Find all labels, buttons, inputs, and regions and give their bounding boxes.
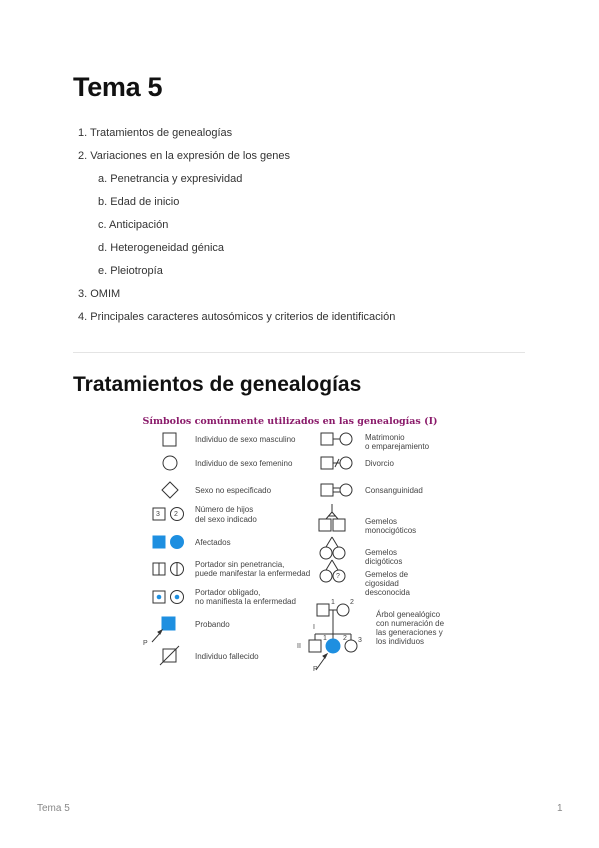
toc-number: 2. (78, 150, 88, 162)
toc-number: 3. (78, 288, 88, 300)
marriage-male-icon (321, 433, 333, 445)
label-marriage-1: Matrimonio (365, 433, 405, 442)
toc-item (78, 150, 290, 162)
male-count-number: 3 (156, 511, 160, 518)
label-tree-2: con numeración de (376, 619, 445, 628)
generation-1-label: I (313, 624, 315, 631)
toc-number: a. (98, 173, 108, 185)
label-deceased: Individuo fallecido (195, 652, 259, 661)
tree-son-icon (309, 640, 321, 652)
divider (73, 352, 525, 353)
female-count-number: 2 (174, 511, 178, 518)
label-unknown-twins-1: Gemelos de (365, 570, 409, 579)
toc-subitem (98, 173, 242, 185)
divorce-male-icon (321, 457, 333, 469)
toc-number: 1. (78, 127, 88, 139)
label-affected: Afectados (195, 538, 231, 547)
female-symbol-icon (163, 456, 177, 470)
toc-text: Pleiotropía (110, 265, 163, 277)
consanguinity-male-icon (321, 484, 333, 496)
tree-num-2b: 2 (343, 635, 347, 642)
section-title: Tratamientos de genealogías (73, 373, 362, 396)
toc-subitem (98, 219, 168, 231)
proband-icon (162, 617, 175, 630)
label-divorce: Divorcio (365, 459, 394, 468)
label-female: Individuo de sexo femenino (195, 459, 293, 468)
label-unknown-twins-2: cigosidad (365, 579, 399, 588)
toc-text: OMIM (90, 288, 121, 300)
label-unspecified: Sexo no especificado (195, 486, 272, 495)
label-num-children-2: del sexo indicado (195, 515, 257, 524)
toc-subitem (98, 265, 163, 277)
tree-proband-p-label: P (313, 666, 318, 673)
toc-text: Anticipación (109, 219, 169, 231)
toc-item (78, 311, 395, 323)
footer-title: Tema 5 (37, 803, 70, 814)
toc-number: c. (98, 219, 107, 231)
toc-item (78, 288, 120, 300)
unspecified-sex-icon (162, 482, 178, 498)
pedigree-symbols-figure (140, 412, 445, 680)
tree-num-1: 1 (331, 599, 335, 606)
toc-number: b. (98, 196, 108, 208)
label-obligate-2: no manifiesta la enfermedad (195, 597, 296, 606)
label-monozygotic-2: monocigóticos (365, 526, 417, 535)
toc-subitem (98, 196, 179, 208)
unknown-twins-icon (326, 560, 332, 570)
label-tree-1: Árbol genealógico (376, 610, 441, 619)
toc-number: 4. (78, 311, 88, 323)
toc-text: Tratamientos de genealogías (90, 127, 233, 139)
toc-text: Variaciones en la expresión de los genes (90, 150, 291, 162)
toc-number: e. (98, 265, 108, 277)
label-obligate-1: Portador obligado, (195, 588, 261, 597)
marriage-female-icon (340, 433, 352, 445)
toc-text: Penetrancia y expresividad (110, 173, 243, 185)
proband-p-label: P (143, 640, 148, 647)
label-num-children-1: Número de hijos (195, 505, 254, 514)
label-consanguinity: Consanguinidad (365, 486, 423, 495)
tree-mother-icon (337, 604, 349, 616)
toc-item (78, 127, 232, 139)
label-unknown-twins-3: desconocida (365, 588, 410, 597)
label-carrier-1: Portador sin penetrancia, (195, 560, 285, 569)
generation-2-label: II (297, 643, 301, 650)
toc-text: Principales caracteres autosómicos y criterios de identificación (90, 311, 396, 323)
toc-subitem (98, 242, 224, 254)
affected-female-icon (171, 536, 184, 549)
label-male: Individuo de sexo masculino (195, 435, 296, 444)
toc-text: Heterogeneidad génica (110, 242, 225, 254)
label-carrier-2: puede manifestar la enfermedad (195, 569, 311, 578)
affected-male-icon (153, 536, 165, 548)
toc-text: Edad de inicio (110, 196, 180, 208)
label-marriage-2: o emparejamiento (365, 442, 430, 451)
consanguinity-female-icon (340, 484, 352, 496)
label-tree-3: las generaciones y (376, 628, 443, 637)
page-number: 1 (557, 803, 563, 814)
tree-num-2: 2 (350, 599, 354, 606)
toc-number: d. (98, 242, 108, 254)
label-dizygotic-1: Gemelos (365, 548, 398, 557)
page-title: Tema 5 (73, 72, 163, 102)
tree-affected-daughter-icon (326, 639, 340, 653)
tree-num-1b: 1 (323, 635, 327, 642)
tree-num-3: 3 (358, 637, 362, 644)
label-monozygotic-1: Gemelos (365, 517, 398, 526)
label-proband: Probando (195, 620, 230, 629)
unknown-twins-question: ? (336, 573, 340, 580)
tree-father-icon (317, 604, 329, 616)
male-symbol-icon (163, 433, 176, 446)
figure-title: Símbolos comúnmente utilizados en las genealogías (I) (142, 416, 438, 427)
label-tree-4: los individuos (376, 637, 425, 646)
dizygotic-twins-icon (326, 537, 332, 547)
label-dizygotic-2: dicigóticos (365, 557, 403, 566)
divorce-female-icon (340, 457, 352, 469)
